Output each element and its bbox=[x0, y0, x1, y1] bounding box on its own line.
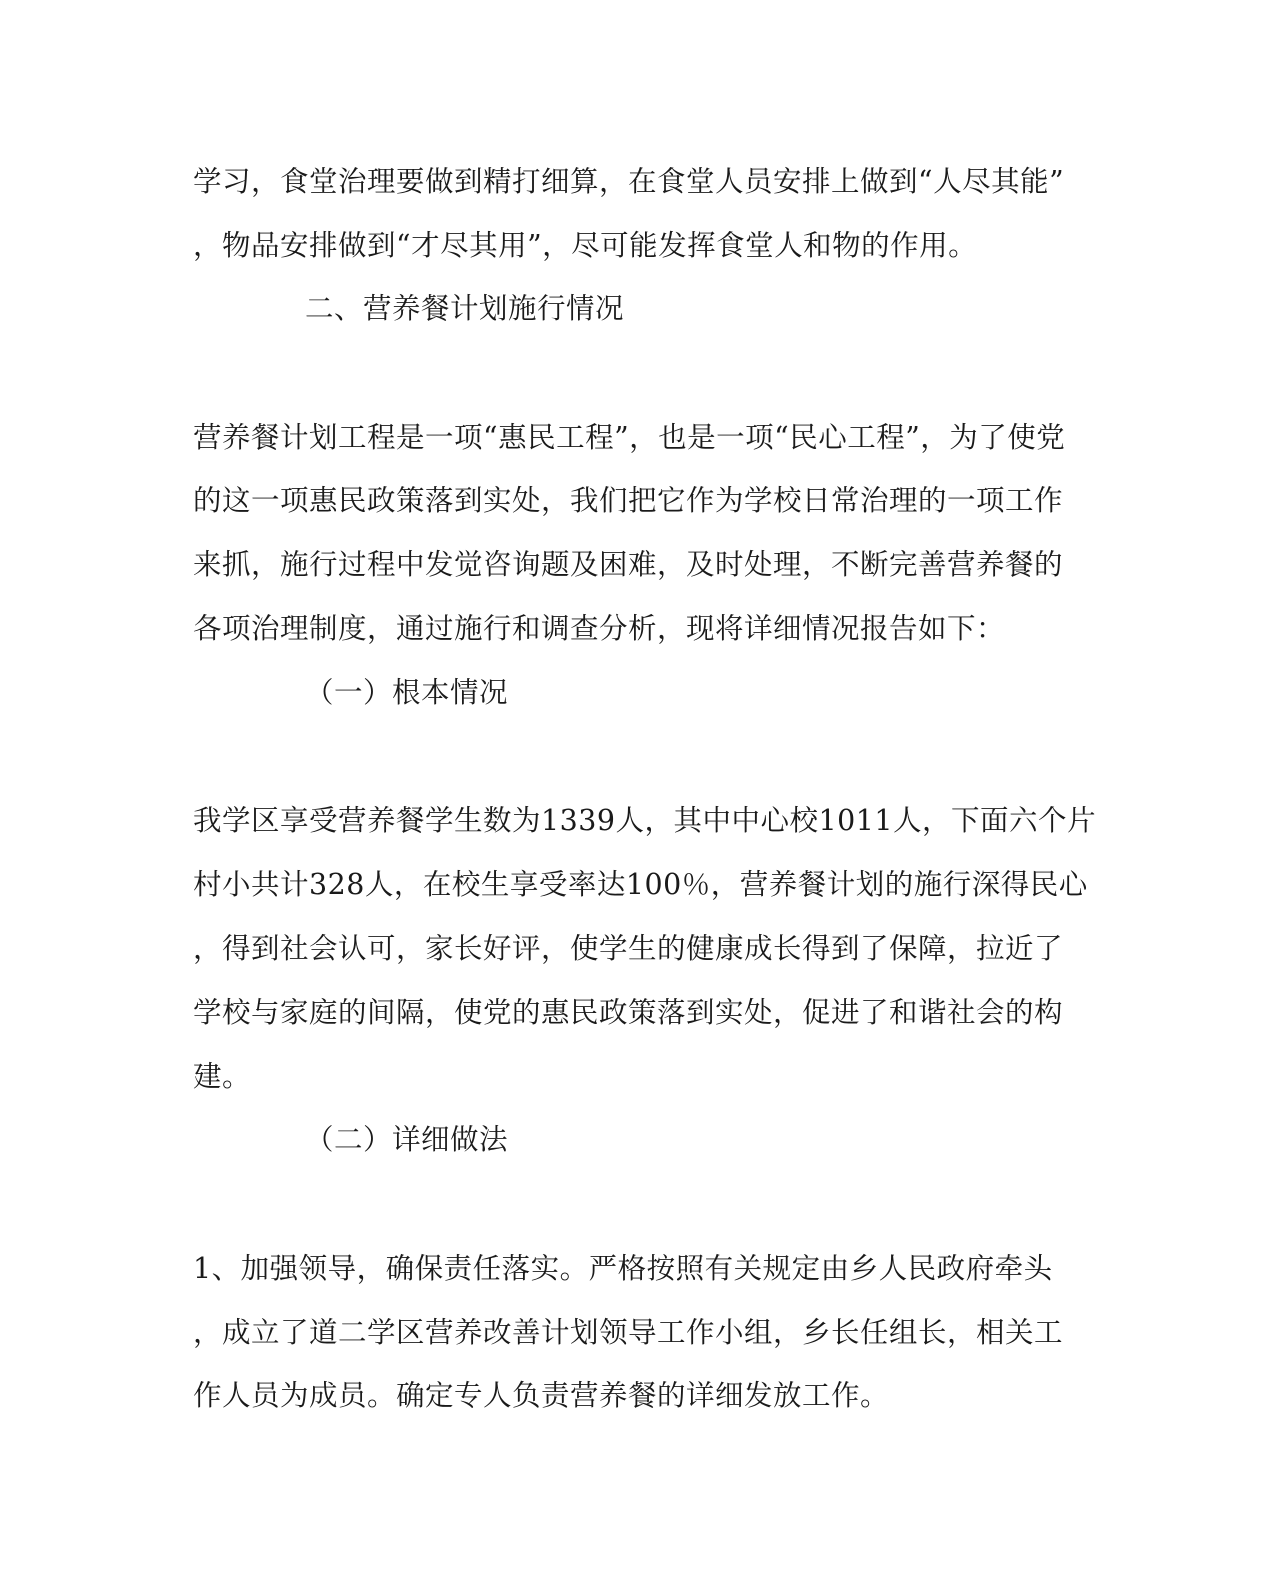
text-line: 学习，食堂治理要做到精打细算，在食堂人员安排上做到“人尽其能” bbox=[193, 165, 1065, 198]
text-line: 各项治理制度，通过施行和调查分析，现将详细情况报告如下： bbox=[193, 612, 1006, 645]
subsection-heading: （二）详细做法 bbox=[305, 1123, 509, 1156]
text-line: 1、加强领导，确保责任落实。严格按照有关规定由乡人民政府牵头 bbox=[193, 1252, 1053, 1285]
text-line: 村小共计328人，在校生享受率达100％，营养餐计划的施行深得民心 bbox=[193, 868, 1088, 901]
text-line: 建。 bbox=[193, 1060, 252, 1093]
text-line: ，成立了道二学区营养改善计划领导工作小组，乡长任组长，相关工 bbox=[193, 1316, 1064, 1349]
subsection-heading: （一）根本情况 bbox=[305, 676, 509, 709]
text-line: ，物品安排做到“才尽其用”，尽可能发挥食堂人和物的作用。 bbox=[193, 229, 978, 262]
text-line: 营养餐计划工程是一项“惠民工程”，也是一项“民心工程”，为了使党 bbox=[193, 421, 1066, 454]
text-line: 我学区享受营养餐学生数为1339人，其中中心校1011人，下面六个片 bbox=[193, 804, 1097, 837]
text-line: 来抓，施行过程中发觉咨询题及困难，及时处理，不断完善营养餐的 bbox=[193, 548, 1064, 581]
text-line: 学校与家庭的间隔，使党的惠民政策落到实处，促进了和谐社会的构 bbox=[193, 996, 1064, 1029]
text-line: 的这一项惠民政策落到实处，我们把它作为学校日常治理的一项工作 bbox=[193, 484, 1064, 517]
text-line: ，得到社会认可，家长好评，使学生的健康成长得到了保障，拉近了 bbox=[193, 932, 1064, 965]
section-heading: 二、营养餐计划施行情况 bbox=[305, 292, 625, 325]
text-line: 作人员为成员。确定专人负责营养餐的详细发放工作。 bbox=[193, 1379, 890, 1412]
